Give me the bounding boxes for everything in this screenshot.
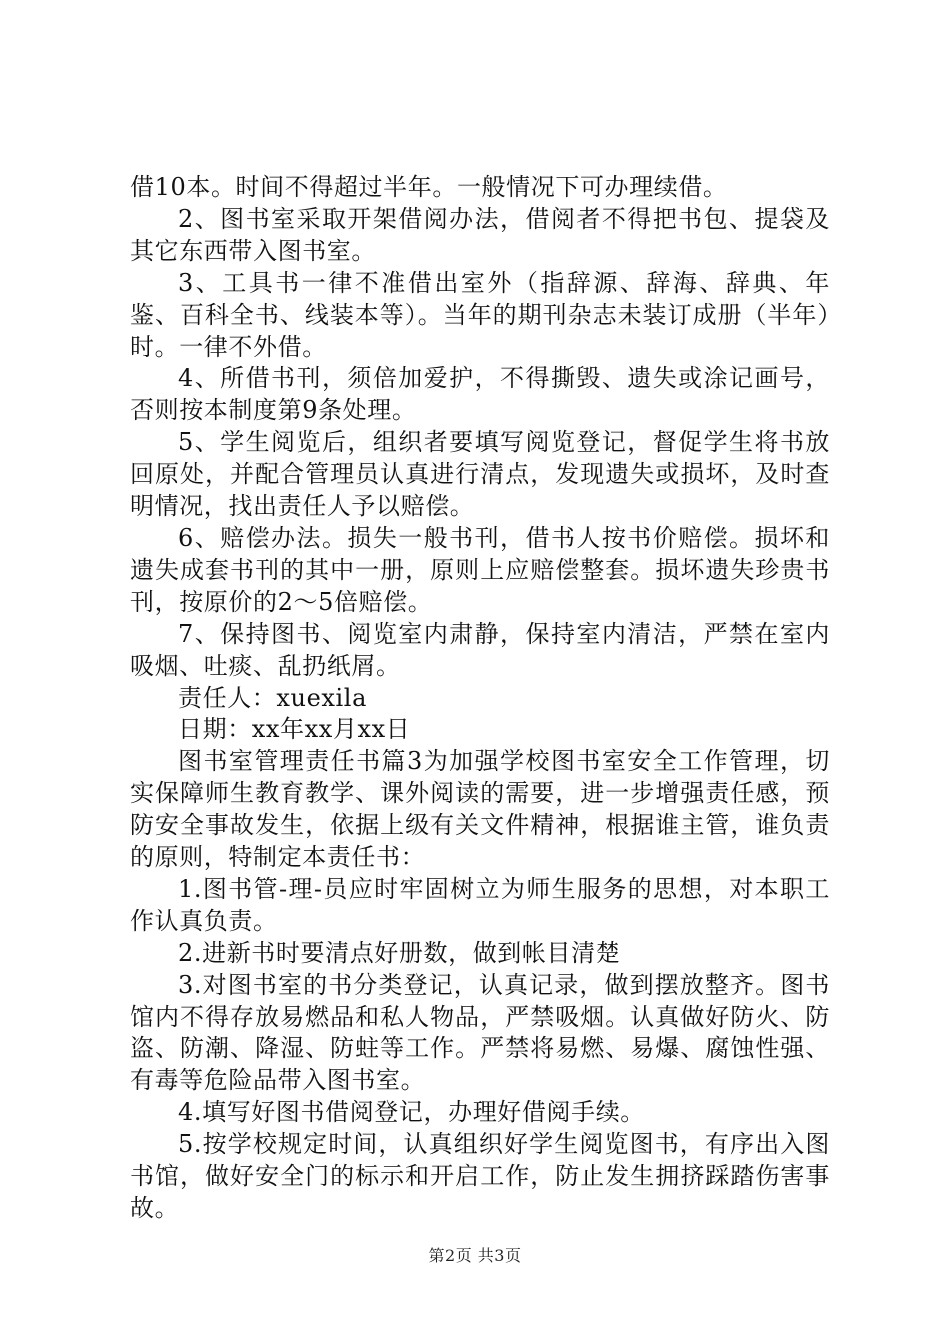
duty-item-1: 1.图书管-理-员应时牢固树立为师生服务的思想，对本职工作认真负责。 — [130, 874, 830, 935]
paragraph-rule-5: 5、学生阅览后，组织者要填写阅览登记，督促学生将书放回原处，并配合管理员认真进行清点，发现遗失或损坏，及时查明情况，找出责任人予以赔偿。 — [130, 428, 830, 521]
duty-item-4: 4.填写好图书借阅登记，办理好借阅手续。 — [178, 1098, 645, 1127]
responsible-person-line: 责任人：xuexila — [178, 683, 367, 712]
section-intro-paragraph: 图书室管理责任书篇3为加强学校图书室安全工作管理，切实保障师生教育教学、课外阅读的需要，进一步增强责任感，预防安全事故发生，依据上级有关文件精神，根据谁主管，谁负责的原则，特制定本责任书： — [130, 747, 830, 872]
paragraph-continuation: 借10本。时间不得超过半年。一般情况下可办理续借。 — [130, 173, 728, 201]
duty-item-5: 5.按学校规定时间，认真组织好学生阅览图书，有序出入图书馆，做好安全门的标示和开启工作，防止发生拥挤踩踏伤害事故。 — [130, 1130, 830, 1222]
paragraph-rule-6: 6、赔偿办法。损失一般书刊，借书人按书价赔偿。损坏和遗失成套书刊的其中一册，原则上应赔偿整套。损坏遗失珍贵书刊，按原价的2～5倍赔偿。 — [130, 523, 830, 616]
paragraph-rule-2: 2、图书室采取开架借阅办法，借阅者不得把书包、提袋及其它东西带入图书室。 — [130, 204, 830, 265]
paragraph-rule-4: 4、所借书刊，须倍加爱护，不得撕毁、遗失或涂记画号，否则按本制度第9条处理。 — [130, 364, 830, 425]
page-number-footer: 第2页 共3页 — [428, 1246, 522, 1265]
document-body — [130, 172, 830, 1225]
duty-item-2: 2.进新书时要清点好册数，做到帐目清楚 — [178, 938, 621, 967]
duty-item-3: 3.对图书室的书分类登记，认真记录，做到摆放整齐。图书馆内不得存放易燃品和私人物品，严禁吸烟。认真做好防火、防盗、防潮、降湿、防蛀等工作。严禁将易燃、易爆、腐蚀性强、有毒等危险品带入图书室。 — [130, 970, 830, 1095]
paragraph-rule-7: 7、保持图书、阅览室内肃静，保持室内清洁，严禁在室内吸烟、吐痰、乱扔纸屑。 — [130, 619, 830, 680]
date-line: 日期：xx年xx月xx日 — [178, 715, 411, 744]
paragraph-rule-3: 3、工具书一律不准借出室外（指辞源、辞海、辞典、年鉴、百科全书、线装本等）。当年的期刊杂志未装订成册（半年）时。一律不外借。 — [130, 268, 830, 361]
